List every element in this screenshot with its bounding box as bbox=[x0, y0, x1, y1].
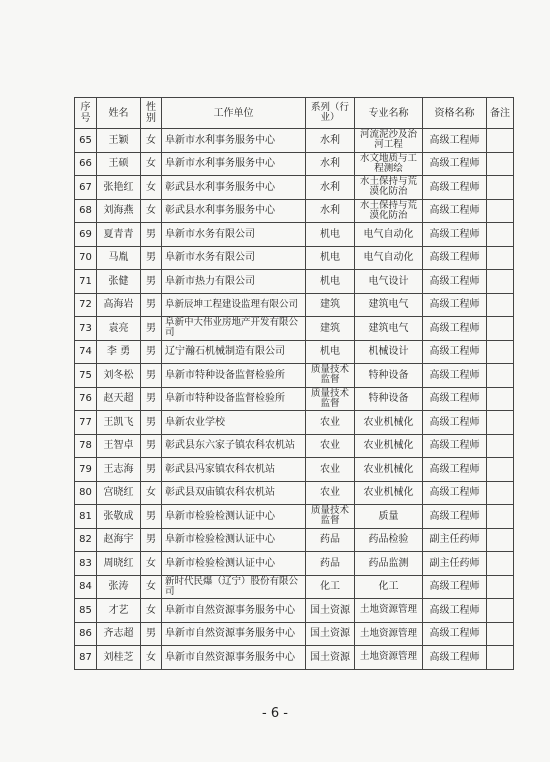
cell-major: 化工 bbox=[355, 575, 423, 599]
cell-no: 87 bbox=[75, 646, 97, 670]
cell-no: 68 bbox=[75, 199, 97, 223]
cell-remark bbox=[487, 364, 514, 388]
cell-qual: 高级工程师 bbox=[423, 622, 487, 646]
cell-no: 85 bbox=[75, 599, 97, 623]
cell-remark bbox=[487, 458, 514, 482]
cell-unit: 阜新市自然资源事务服务中心 bbox=[162, 622, 306, 646]
cell-series: 水利 bbox=[306, 199, 355, 223]
cell-name: 王硕 bbox=[97, 152, 141, 176]
cell-name: 王颖 bbox=[97, 129, 141, 153]
cell-name: 李 勇 bbox=[97, 340, 141, 364]
table-row bbox=[75, 223, 514, 247]
cell-sex: 男 bbox=[141, 434, 162, 458]
cell-remark bbox=[487, 599, 514, 623]
table-row bbox=[75, 199, 514, 223]
cell-unit: 阜新市检验检测认证中心 bbox=[162, 528, 306, 552]
cell-sex: 女 bbox=[141, 129, 162, 153]
cell-sex: 男 bbox=[141, 223, 162, 247]
table-row bbox=[75, 411, 514, 435]
cell-major: 农业机械化 bbox=[355, 434, 423, 458]
cell-qual: 高级工程师 bbox=[423, 411, 487, 435]
cell-series: 农业 bbox=[306, 458, 355, 482]
header-series: 系列（行业） bbox=[306, 98, 355, 129]
header-remark: 备注 bbox=[487, 98, 514, 129]
cell-remark bbox=[487, 646, 514, 670]
cell-major: 土地资源管理 bbox=[355, 622, 423, 646]
cell-qual: 高级工程师 bbox=[423, 317, 487, 341]
cell-major: 特种设备 bbox=[355, 364, 423, 388]
cell-unit: 阜新市水利事务服务中心 bbox=[162, 129, 306, 153]
cell-sex: 女 bbox=[141, 646, 162, 670]
cell-name: 赵天超 bbox=[97, 387, 141, 411]
cell-major: 水土保持与荒漠化防治 bbox=[355, 199, 423, 223]
cell-name: 夏青青 bbox=[97, 223, 141, 247]
cell-name: 赵海宇 bbox=[97, 528, 141, 552]
cell-remark bbox=[487, 340, 514, 364]
cell-qual: 高级工程师 bbox=[423, 481, 487, 505]
table-row bbox=[75, 340, 514, 364]
cell-sex: 男 bbox=[141, 411, 162, 435]
cell-name: 刘桂芝 bbox=[97, 646, 141, 670]
cell-series: 国土资源 bbox=[306, 599, 355, 623]
cell-name: 刘冬松 bbox=[97, 364, 141, 388]
cell-qual: 高级工程师 bbox=[423, 223, 487, 247]
cell-qual: 高级工程师 bbox=[423, 293, 487, 317]
cell-qual: 高级工程师 bbox=[423, 340, 487, 364]
cell-qual: 高级工程师 bbox=[423, 599, 487, 623]
cell-name: 周晓红 bbox=[97, 552, 141, 576]
cell-sex: 女 bbox=[141, 199, 162, 223]
personnel-table bbox=[74, 97, 514, 670]
cell-unit: 阜新市水利事务服务中心 bbox=[162, 152, 306, 176]
table-row bbox=[75, 622, 514, 646]
cell-no: 70 bbox=[75, 246, 97, 270]
table-row bbox=[75, 317, 514, 341]
cell-name: 王智卓 bbox=[97, 434, 141, 458]
cell-series: 建筑 bbox=[306, 317, 355, 341]
table-row bbox=[75, 646, 514, 670]
table-row bbox=[75, 176, 514, 200]
cell-remark bbox=[487, 552, 514, 576]
cell-no: 84 bbox=[75, 575, 97, 599]
cell-remark bbox=[487, 505, 514, 529]
table-row bbox=[75, 575, 514, 599]
cell-major: 电气自动化 bbox=[355, 246, 423, 270]
cell-no: 66 bbox=[75, 152, 97, 176]
cell-qual: 高级工程师 bbox=[423, 458, 487, 482]
cell-major: 土地资源管理 bbox=[355, 599, 423, 623]
cell-unit: 新时代民爆（辽宁）股份有限公司 bbox=[162, 575, 306, 599]
cell-no: 72 bbox=[75, 293, 97, 317]
cell-unit: 彰武县双庙镇农科农机站 bbox=[162, 481, 306, 505]
cell-sex: 女 bbox=[141, 599, 162, 623]
cell-sex: 女 bbox=[141, 575, 162, 599]
table-row bbox=[75, 599, 514, 623]
cell-unit: 阜新市水务有限公司 bbox=[162, 223, 306, 247]
cell-sex: 男 bbox=[141, 270, 162, 294]
cell-unit: 阜新市自然资源事务服务中心 bbox=[162, 599, 306, 623]
cell-no: 69 bbox=[75, 223, 97, 247]
cell-major: 特种设备 bbox=[355, 387, 423, 411]
cell-no: 86 bbox=[75, 622, 97, 646]
cell-qual: 高级工程师 bbox=[423, 575, 487, 599]
table-row bbox=[75, 246, 514, 270]
cell-series: 农业 bbox=[306, 411, 355, 435]
cell-series: 药品 bbox=[306, 528, 355, 552]
cell-remark bbox=[487, 176, 514, 200]
cell-major: 水文地质与工程测绘 bbox=[355, 152, 423, 176]
cell-series: 机电 bbox=[306, 246, 355, 270]
cell-no: 80 bbox=[75, 481, 97, 505]
cell-major: 河流泥沙及治河工程 bbox=[355, 129, 423, 153]
cell-series: 建筑 bbox=[306, 293, 355, 317]
cell-qual: 副主任药师 bbox=[423, 552, 487, 576]
cell-remark bbox=[487, 434, 514, 458]
cell-unit: 阜新辰坤工程建设监理有限公司 bbox=[162, 293, 306, 317]
cell-sex: 男 bbox=[141, 528, 162, 552]
cell-sex: 男 bbox=[141, 293, 162, 317]
cell-qual: 高级工程师 bbox=[423, 505, 487, 529]
cell-unit: 阜新市水务有限公司 bbox=[162, 246, 306, 270]
cell-series: 质量技术监督 bbox=[306, 505, 355, 529]
cell-major: 电气设计 bbox=[355, 270, 423, 294]
cell-no: 65 bbox=[75, 129, 97, 153]
cell-major: 药品监测 bbox=[355, 552, 423, 576]
cell-sex: 男 bbox=[141, 387, 162, 411]
cell-unit: 阜新农业学校 bbox=[162, 411, 306, 435]
cell-series: 水利 bbox=[306, 176, 355, 200]
cell-name: 王凯飞 bbox=[97, 411, 141, 435]
cell-sex: 女 bbox=[141, 176, 162, 200]
cell-major: 机械设计 bbox=[355, 340, 423, 364]
cell-qual: 高级工程师 bbox=[423, 434, 487, 458]
cell-major: 建筑电气 bbox=[355, 293, 423, 317]
table-row bbox=[75, 505, 514, 529]
cell-qual: 高级工程师 bbox=[423, 364, 487, 388]
cell-major: 水土保持与荒漠化防治 bbox=[355, 176, 423, 200]
cell-major: 土地资源管理 bbox=[355, 646, 423, 670]
cell-major: 电气自动化 bbox=[355, 223, 423, 247]
cell-name: 刘海燕 bbox=[97, 199, 141, 223]
cell-remark bbox=[487, 293, 514, 317]
table-row bbox=[75, 129, 514, 153]
cell-remark bbox=[487, 246, 514, 270]
table-row bbox=[75, 528, 514, 552]
cell-no: 78 bbox=[75, 434, 97, 458]
cell-series: 农业 bbox=[306, 481, 355, 505]
cell-remark bbox=[487, 270, 514, 294]
table-row bbox=[75, 552, 514, 576]
cell-series: 质量技术监督 bbox=[306, 364, 355, 388]
cell-sex: 男 bbox=[141, 364, 162, 388]
cell-sex: 男 bbox=[141, 340, 162, 364]
header-sex: 性别 bbox=[141, 98, 162, 129]
cell-qual: 高级工程师 bbox=[423, 387, 487, 411]
cell-unit: 阜新市热力有限公司 bbox=[162, 270, 306, 294]
cell-unit: 阜新市检验检测认证中心 bbox=[162, 552, 306, 576]
cell-sex: 男 bbox=[141, 458, 162, 482]
cell-unit: 阜新市特种设备监督检验所 bbox=[162, 387, 306, 411]
header-major: 专业名称 bbox=[355, 98, 423, 129]
cell-qual: 副主任药师 bbox=[423, 528, 487, 552]
cell-remark bbox=[487, 223, 514, 247]
cell-series: 化工 bbox=[306, 575, 355, 599]
cell-sex: 男 bbox=[141, 246, 162, 270]
cell-major: 建筑电气 bbox=[355, 317, 423, 341]
header-unit: 工作单位 bbox=[162, 98, 306, 129]
cell-no: 74 bbox=[75, 340, 97, 364]
cell-remark bbox=[487, 528, 514, 552]
cell-name: 张艳红 bbox=[97, 176, 141, 200]
cell-remark bbox=[487, 317, 514, 341]
cell-series: 农业 bbox=[306, 434, 355, 458]
cell-name: 张敬成 bbox=[97, 505, 141, 529]
cell-sex: 男 bbox=[141, 317, 162, 341]
cell-remark bbox=[487, 575, 514, 599]
cell-qual: 高级工程师 bbox=[423, 129, 487, 153]
cell-qual: 高级工程师 bbox=[423, 270, 487, 294]
cell-no: 79 bbox=[75, 458, 97, 482]
cell-series: 机电 bbox=[306, 340, 355, 364]
table-row bbox=[75, 434, 514, 458]
cell-series: 水利 bbox=[306, 152, 355, 176]
cell-major: 农业机械化 bbox=[355, 481, 423, 505]
cell-name: 宫晓红 bbox=[97, 481, 141, 505]
cell-unit: 彰武县水利事务服务中心 bbox=[162, 199, 306, 223]
cell-series: 国土资源 bbox=[306, 646, 355, 670]
cell-major: 农业机械化 bbox=[355, 411, 423, 435]
cell-no: 73 bbox=[75, 317, 97, 341]
cell-remark bbox=[487, 481, 514, 505]
cell-name: 张涛 bbox=[97, 575, 141, 599]
table-row bbox=[75, 152, 514, 176]
cell-qual: 高级工程师 bbox=[423, 176, 487, 200]
cell-major: 质量 bbox=[355, 505, 423, 529]
cell-name: 高海岩 bbox=[97, 293, 141, 317]
cell-qual: 高级工程师 bbox=[423, 152, 487, 176]
table-row bbox=[75, 364, 514, 388]
cell-name: 马胤 bbox=[97, 246, 141, 270]
cell-series: 机电 bbox=[306, 270, 355, 294]
cell-sex: 女 bbox=[141, 481, 162, 505]
page-number: - 6 - bbox=[262, 706, 288, 721]
cell-no: 81 bbox=[75, 505, 97, 529]
cell-sex: 女 bbox=[141, 552, 162, 576]
cell-unit: 彰武县东六家子镇农科农机站 bbox=[162, 434, 306, 458]
cell-name: 才艺 bbox=[97, 599, 141, 623]
cell-name: 王志海 bbox=[97, 458, 141, 482]
cell-qual: 高级工程师 bbox=[423, 646, 487, 670]
cell-remark bbox=[487, 129, 514, 153]
cell-unit: 阜新中大伟业房地产开发有限公司 bbox=[162, 317, 306, 341]
cell-unit: 彰武县水利事务服务中心 bbox=[162, 176, 306, 200]
cell-major: 农业机械化 bbox=[355, 458, 423, 482]
table-row bbox=[75, 458, 514, 482]
cell-no: 71 bbox=[75, 270, 97, 294]
cell-series: 药品 bbox=[306, 552, 355, 576]
cell-no: 76 bbox=[75, 387, 97, 411]
cell-no: 75 bbox=[75, 364, 97, 388]
cell-remark bbox=[487, 152, 514, 176]
table-row bbox=[75, 270, 514, 294]
cell-major: 药品检验 bbox=[355, 528, 423, 552]
cell-no: 83 bbox=[75, 552, 97, 576]
cell-unit: 阜新市自然资源事务服务中心 bbox=[162, 646, 306, 670]
cell-sex: 女 bbox=[141, 152, 162, 176]
cell-remark bbox=[487, 411, 514, 435]
cell-remark bbox=[487, 622, 514, 646]
cell-no: 77 bbox=[75, 411, 97, 435]
cell-unit: 彰武县冯家镇农科农机站 bbox=[162, 458, 306, 482]
cell-remark bbox=[487, 387, 514, 411]
cell-series: 水利 bbox=[306, 129, 355, 153]
header-name: 姓名 bbox=[97, 98, 141, 129]
cell-sex: 男 bbox=[141, 622, 162, 646]
cell-qual: 高级工程师 bbox=[423, 246, 487, 270]
cell-remark bbox=[487, 199, 514, 223]
cell-name: 齐志超 bbox=[97, 622, 141, 646]
cell-no: 82 bbox=[75, 528, 97, 552]
cell-qual: 高级工程师 bbox=[423, 199, 487, 223]
table-row bbox=[75, 481, 514, 505]
header-no: 序号 bbox=[75, 98, 97, 129]
table-row bbox=[75, 293, 514, 317]
cell-name: 张健 bbox=[97, 270, 141, 294]
header-qual: 资格名称 bbox=[423, 98, 487, 129]
cell-series: 机电 bbox=[306, 223, 355, 247]
table-row bbox=[75, 387, 514, 411]
cell-series: 质量技术监督 bbox=[306, 387, 355, 411]
header-row bbox=[75, 98, 514, 129]
cell-series: 国土资源 bbox=[306, 622, 355, 646]
cell-name: 袁亮 bbox=[97, 317, 141, 341]
cell-unit: 辽宁瀚石机械制造有限公司 bbox=[162, 340, 306, 364]
cell-unit: 阜新市特种设备监督检验所 bbox=[162, 364, 306, 388]
cell-sex: 男 bbox=[141, 505, 162, 529]
cell-unit: 阜新市检验检测认证中心 bbox=[162, 505, 306, 529]
cell-no: 67 bbox=[75, 176, 97, 200]
